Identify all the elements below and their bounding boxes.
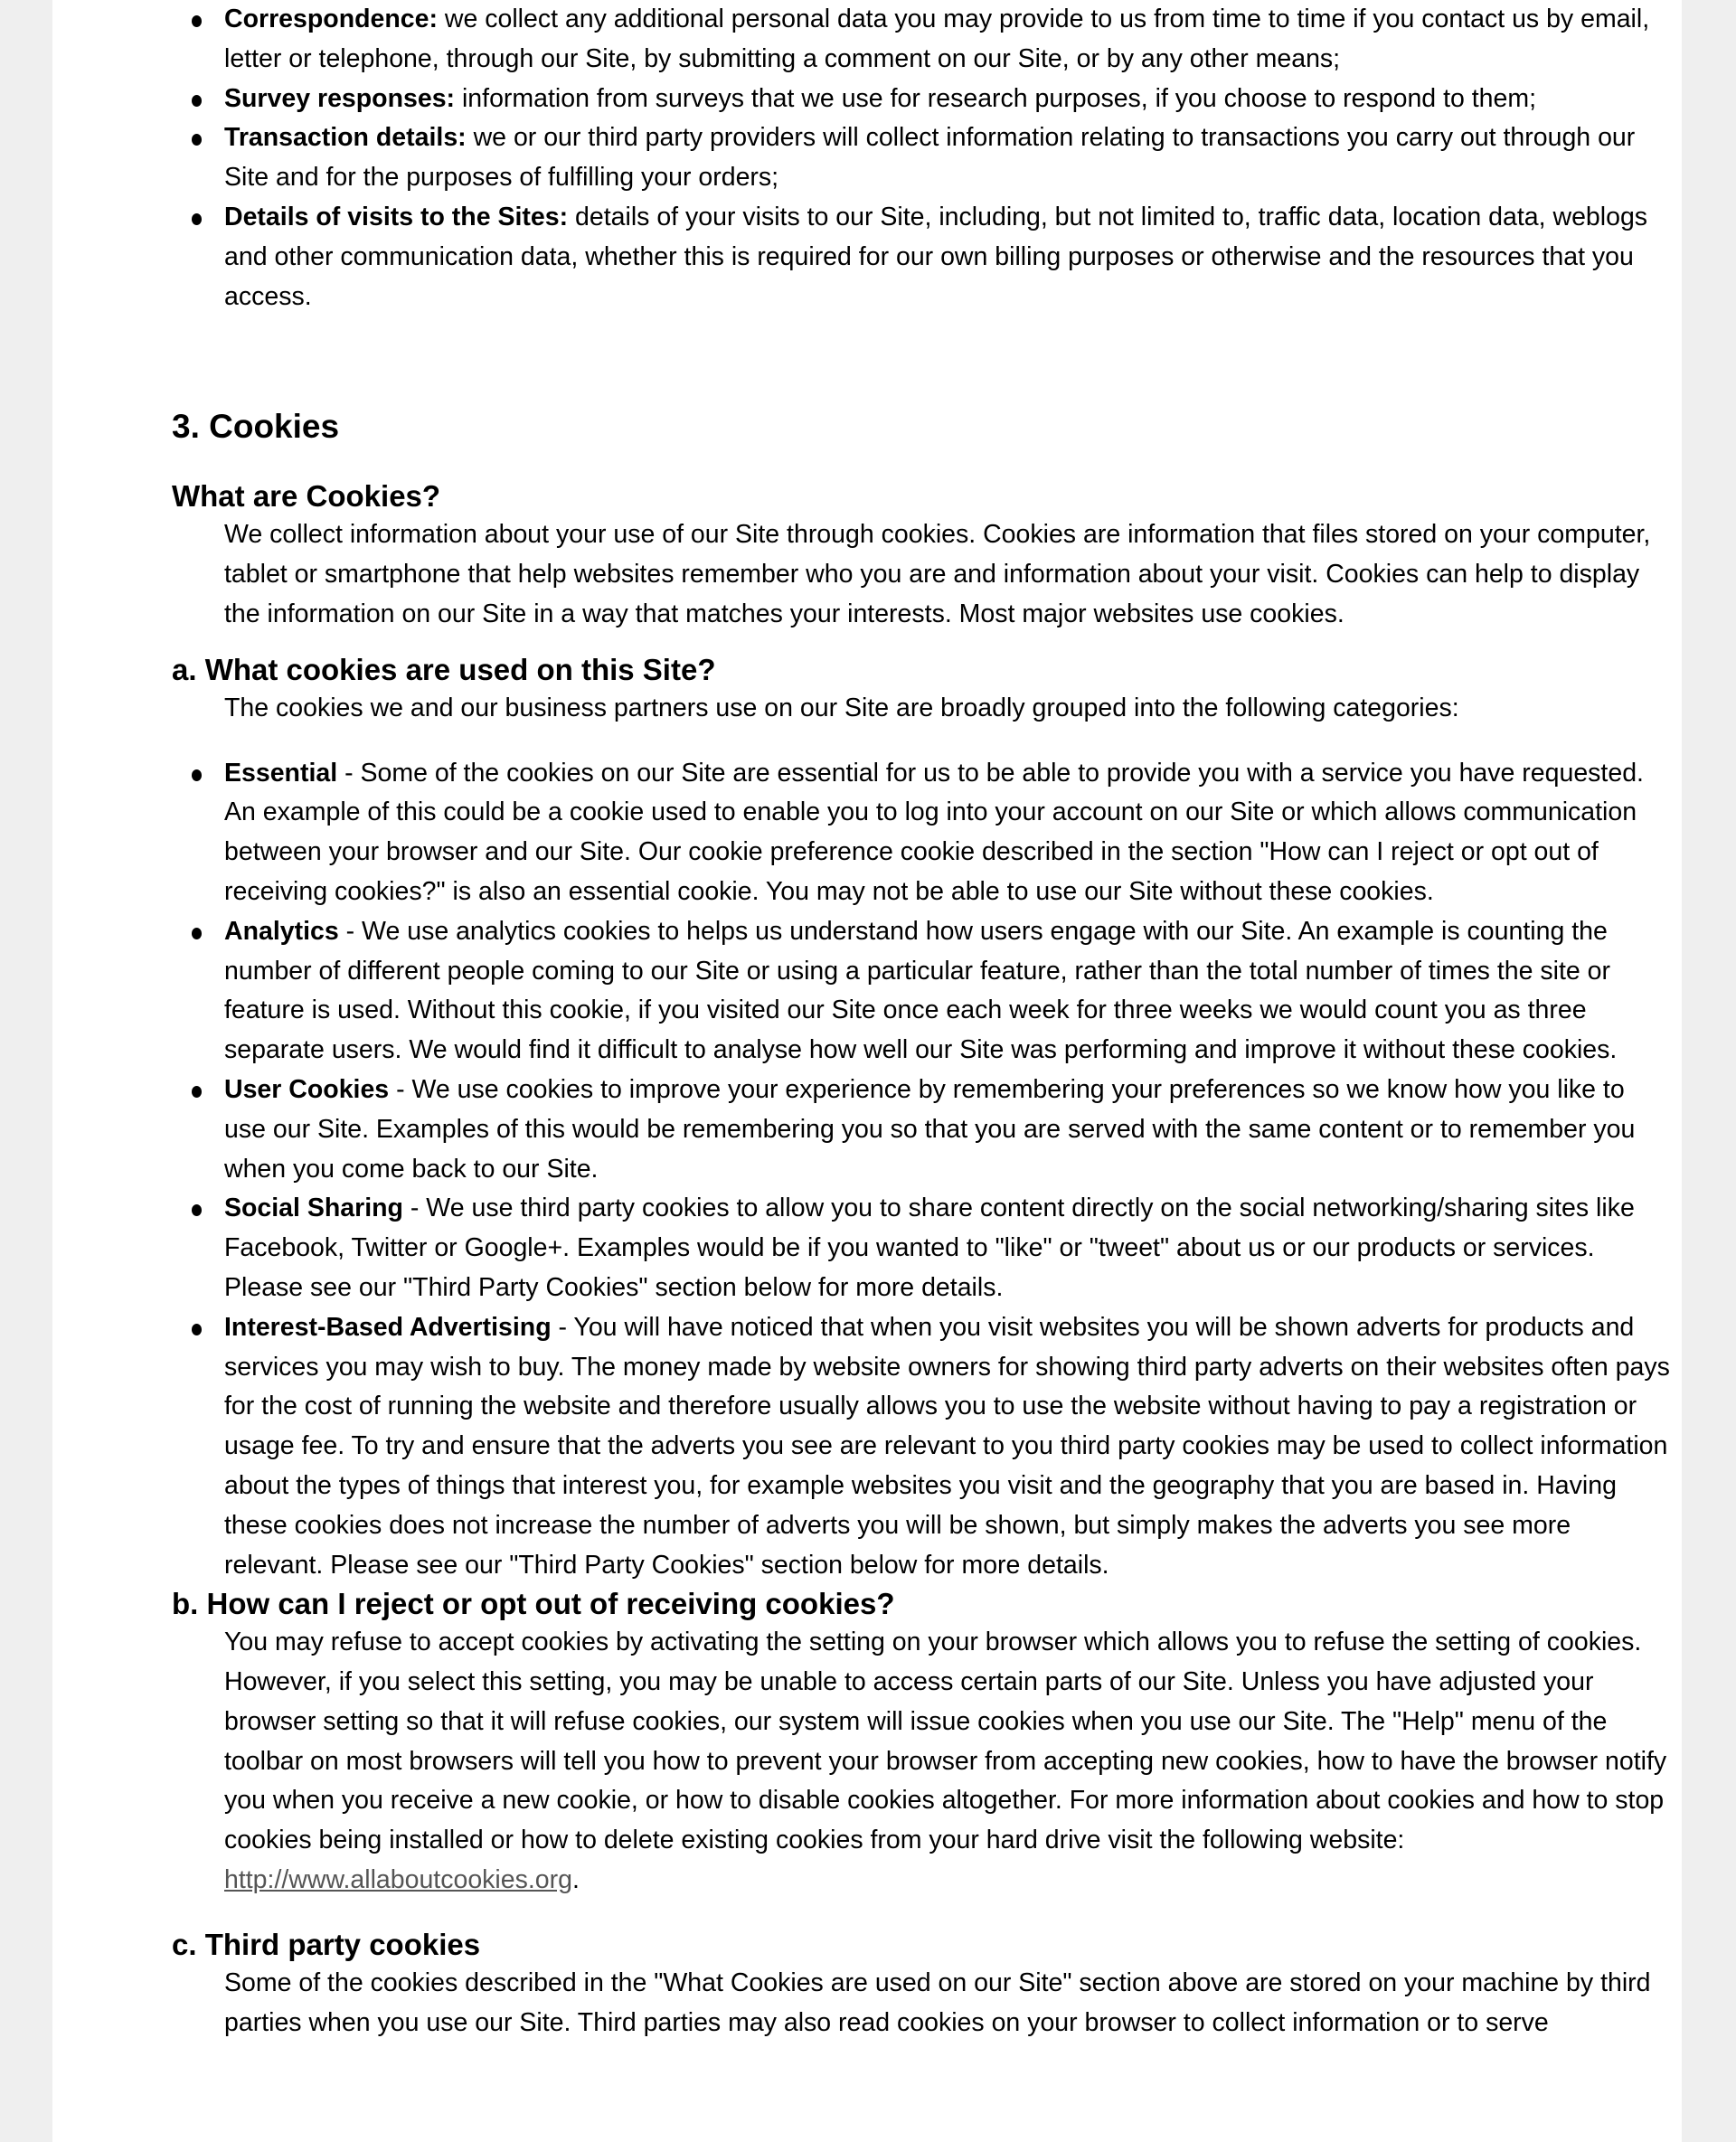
list-item	[224, 1308, 1673, 1586]
bullet-icon	[192, 928, 202, 939]
list-item-text: - We use cookies to improve your experience by remembering your preferences so we know how you like to use our Site. Examples of this would be remembering you so that you are served with the same content or to remember you when you come back to our Site.	[224, 1074, 1636, 1184]
list-item-text: - We use third party cookies to allow you to share content directly on the social networking/sharing sites like Facebook, Twitter or Google+. Examples would be if you wanted to "like" or "tweet" about us or our products or services. Please see our "Third Party Cookies" section below for more details.	[224, 1194, 1635, 1302]
list-item-text: - Some of the cookies on our Site are essential for us to be able to provide you with a service you have requested. An example of this could be a cookie used to enable you to log into your account on our Site or which allows communication between your browser and our Site. Our cookie preference cookie described in the section "How can I reject or opt out of receiving cookies?" is also an essential cookie. You may not be able to use our Site without these cookies.	[224, 758, 1644, 906]
what-are-cookies-heading: What are Cookies?	[172, 479, 441, 514]
cookies-used-heading: a. What cookies are used on this Site?	[172, 652, 716, 686]
third-party-heading: c. Third party cookies	[172, 1927, 481, 1961]
bullet-icon	[192, 769, 202, 781]
bullet-icon	[192, 95, 202, 107]
list-item	[224, 912, 1673, 1071]
list-item-text: information from surveys that we use for research purposes, if you choose to respond to them;	[455, 83, 1537, 113]
list-item	[224, 0, 1673, 80]
list-item	[224, 1071, 1673, 1189]
what-are-cookies-body: We collect information about your use of our Site through cookies. Cookies are information that files stored on your computer, tablet or smartphone that help websites remember who you are and information about your visit. Cookies can help to display the information on our Site in a way that matches your interests. Most major websites use cookies.	[224, 520, 1651, 628]
opt-out-body	[172, 1623, 1673, 1901]
list-item-text: details of your visits to our Site, including, but not limited to, traffic data, location data, weblogs and other communication data, whether this is required for our own billing purposes or otherwise and the resources that you access.	[224, 202, 1648, 311]
bullet-icon	[192, 213, 202, 225]
opt-out-text: You may refuse to accept cookies by activating the setting on your browser which allows you to refuse the setting of cookies. However, if you select this setting, you may be unable to access certain parts of our Site. Unless you have adjusted your browser setting so that it will refuse cookies, our system will issue cookies when you use our Site. The "Help" menu of the toolbar on most browsers will tell you how to prevent your browser from accepting new cookies, how to have the browser notify you when you receive a new cookie, or how to disable cookies altogether. For more information about cookies and how to stop cookies being installed or how to delete existing cookies from your hard drive visit the following website:	[224, 1628, 1667, 1855]
list-item	[224, 80, 1673, 119]
list-item-text: - We use analytics cookies to helps us understand how users engage with our Site. An example is counting the number of different people coming to our Site or using a particular feature, rather than the total number of times the site or feature is used. Without this cookie, if you visited our Site once each week for three weeks we would count you as three separate users. We would find it difficult to analyse how well our Site was performing and improve it without these cookies.	[224, 916, 1618, 1065]
bullet-icon	[192, 1324, 202, 1335]
personal-data-list	[172, 0, 1673, 316]
list-item-term: Details of visits to the Sites:	[224, 202, 569, 231]
list-item-term: Survey responses:	[224, 83, 456, 113]
list-item-term: Essential	[224, 758, 338, 788]
list-item	[224, 198, 1673, 316]
bullet-icon	[192, 15, 202, 27]
section-title: 3. Cookies	[172, 408, 340, 446]
list-item-term: Transaction details:	[224, 123, 467, 153]
list-item-term: Analytics	[224, 916, 339, 946]
list-item-term: Correspondence:	[224, 5, 438, 33]
list-item-text: - You will have noticed that when you visit websites you will be shown adverts for products and services you may wish to buy. The money made by website owners for showing third party adverts on their websites often pays for the cost of running the website and therefore usually allows you to use the website without having to pay a registration or usage fee. To try and ensure that the adverts you see are relevant to you third party cookies may be used to collect information about the types of things that interest you, for example websites you visit and the geography that you are based in. Having these cookies does not increase the number of adverts you will be shown, but simply makes the adverts you see more relevant. Please see our "Third Party Cookies" section below for more details.	[224, 1312, 1670, 1580]
list-item-term: Interest-Based Advertising	[224, 1312, 552, 1342]
cookie-categories-list	[172, 754, 1673, 1586]
bullet-icon	[192, 1204, 202, 1216]
list-item-text: we or our third party providers will collect information relating to transactions you carry out through our Site and for the purposes of fulfilling your orders;	[224, 123, 1636, 193]
opt-out-period: .	[571, 1865, 580, 1895]
third-party-body: Some of the cookies described in the "What Cookies are used on our Site" section above are stored on your machine by third parties when you use our Site. Third parties may also read cookies on your browser to collect information or to serve	[224, 1967, 1651, 2037]
list-item	[224, 118, 1673, 198]
list-item	[224, 754, 1673, 912]
list-item-text: we collect any additional personal data you may provide to us from time to time if you contact us by email, letter or telephone, through our Site, by submitting a comment on our Site, or by any other means;	[224, 5, 1650, 73]
list-item-term: Social Sharing	[224, 1194, 403, 1223]
document-page	[52, 0, 1682, 2142]
bullet-icon	[192, 1086, 202, 1098]
list-item-term: User Cookies	[224, 1074, 390, 1104]
allaboutcookies-link[interactable]: http://www.allaboutcookies.org	[224, 1865, 572, 1895]
cookies-used-intro: The cookies we and our business partners use on our Site are broadly grouped into the following categories:	[224, 693, 1459, 722]
document-content	[172, 0, 1673, 2043]
bullet-icon	[192, 134, 202, 146]
opt-out-heading: b. How can I reject or opt out of receiving cookies?	[172, 1587, 895, 1621]
list-item	[224, 1189, 1673, 1307]
